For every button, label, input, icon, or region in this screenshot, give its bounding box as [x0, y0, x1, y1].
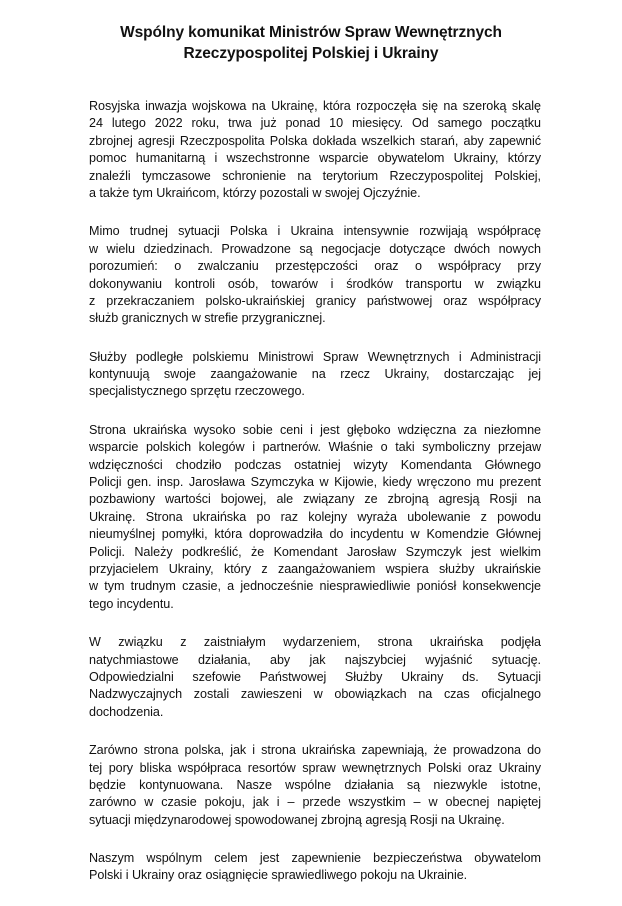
document-title [60, 22, 562, 64]
paragraph-line: w tym trudnym czasie, a jednocześnie niesprawiedliwie poniósł konsekwencje [89, 579, 541, 594]
paragraph-line: Policji gen. insp. Jarosława Szymczyka w Kijowie, kiedy wręczono mu prezent [89, 475, 541, 490]
paragraph-line: Policji. Należy podkreślić, że Komendant Jarosław Szymczyk jest wielkim [89, 544, 541, 559]
paragraph-line: Nadzwyczajnych zostali zawieszeni w obowiązkach na czas oficjalnego [89, 687, 541, 702]
paragraph-line: Rosyjska inwazja wojskowa na Ukrainę, która rozpoczęła się na szeroką skalę [89, 99, 541, 113]
paragraph [89, 850, 541, 885]
paragraph-line: tego incydentu. [89, 596, 174, 611]
paragraph-line: przyjacielem Ukrainy, który z zaangażowaniem wspiera służby ukraińskie [89, 561, 541, 576]
paragraph-line: pomoc humanitarną i wszechstronne wsparcie obywatelom Ukrainy, którzy [89, 151, 541, 166]
paragraph-line: w wielu dziedzinach. Prowadzone są negocjacje dotyczące dwóch nowych [89, 241, 541, 256]
paragraph-line: wdzięczności chodziło podczas ostatniej wizyty Komendanta Głównego [89, 457, 541, 472]
paragraph-line: Ukrainę. Strona ukraińska po raz kolejny wyraża ubolewanie z powodu [89, 509, 541, 524]
paragraph [89, 223, 541, 327]
paragraph-line: porozumień: o zwalczaniu przestępczości oraz o współpracy przy [89, 259, 541, 274]
title-line-1: Wspólny komunikat Ministrów Spraw Wewnętrznych [120, 24, 502, 41]
paragraph-line: sytuacji międzynarodowej spowodowanej zbrojną agresją Rosji na Ukrainę. [89, 812, 505, 827]
paragraph-line: W związku z zaistniałym wydarzeniem, strona ukraińska podjęła [89, 635, 541, 650]
title-line-2: Rzeczypospolitej Polskiej i Ukrainy [183, 45, 439, 62]
paragraph-line: a także tym Ukraińcom, którzy pozostali w swojej Ojczyźnie. [89, 185, 421, 200]
paragraph-line: dochodzenia. [89, 704, 164, 719]
paragraph-line: znaleźli tymczasowe schronienie na terytorium Rzeczypospolitej Polskiej, [89, 168, 541, 183]
paragraph [89, 422, 541, 613]
paragraph-line: z przekraczaniem polsko-ukraińskiej granicy państwowej oraz współpracy [89, 293, 541, 308]
paragraph-line: pozbawiony wartości bojowej, ale związany ze zbrojną agresją Rosji na [89, 492, 541, 507]
paragraph-line: służb granicznych w strefie przygranicznej. [89, 311, 326, 326]
paragraph-line: będzie kontynuowana. Nasze wspólne działania są niezwykle istotne, [89, 777, 541, 792]
paragraph-line: dokonywaniu kontroli osób, towarów i środków transportu w związku [89, 276, 541, 291]
paragraph-line: zarówno w czasie pokoju, jak i – przede wszystkim – w obecnej napiętej [89, 795, 541, 810]
paragraph-line: natychmiastowe działania, aby jak najszybciej wyjaśnić sytuację. [89, 652, 541, 667]
paragraph-line: Zarówno strona polska, jak i strona ukraińska zapewniają, że prowadzona do [89, 743, 541, 758]
document-body [89, 98, 541, 906]
paragraph-line: Służby podległe polskiemu Ministrowi Spraw Wewnętrznych i Administracji [89, 349, 541, 364]
paragraph-line: zbrojnej agresji Rzeczpospolita Polska dokłada wszelkich starań, aby zapewnić [89, 133, 541, 148]
paragraph-line: specjalistycznego sprzętu rzeczowego. [89, 384, 305, 399]
paragraph [89, 742, 541, 829]
paragraph [89, 634, 541, 721]
paragraph-line: Odpowiedzialni szefowie Państwowej Służby Ukrainy ds. Sytuacji [89, 669, 541, 684]
paragraph-line: Strona ukraińska wysoko sobie ceni i jest głęboko wdzięczna za niezłomne [89, 422, 541, 437]
paragraph [89, 98, 541, 202]
paragraph-line: wsparcie polskich kolegów i partnerów. Właśnie o taki symboliczny przejaw [89, 440, 541, 455]
paragraph-line: tej pory bliska współpraca resortów spraw wewnętrznych Polski oraz Ukrainy [89, 760, 541, 775]
paragraph-line: 24 lutego 2022 roku, trwa już ponad 10 miesięcy. Od samego początku [89, 116, 541, 131]
paragraph-line: Naszym wspólnym celem jest zapewnienie bezpieczeństwa obywatelom [89, 851, 541, 866]
paragraph-line: Mimo trudnej sytuacji Polska i Ukraina intensywnie rozwijają współpracę [89, 224, 541, 239]
paragraph-line: Polski i Ukrainy oraz osiągnięcie sprawiedliwego pokoju na Ukrainie. [89, 868, 468, 883]
paragraph [89, 349, 541, 401]
paragraph-line: kontynuują swoje zaangażowanie na rzecz Ukrainy, dostarczając jej [89, 367, 541, 382]
paragraph-line: nieumyślnej pomyłki, która doprowadziła do incydentu w Komendzie Głównej [89, 527, 541, 542]
